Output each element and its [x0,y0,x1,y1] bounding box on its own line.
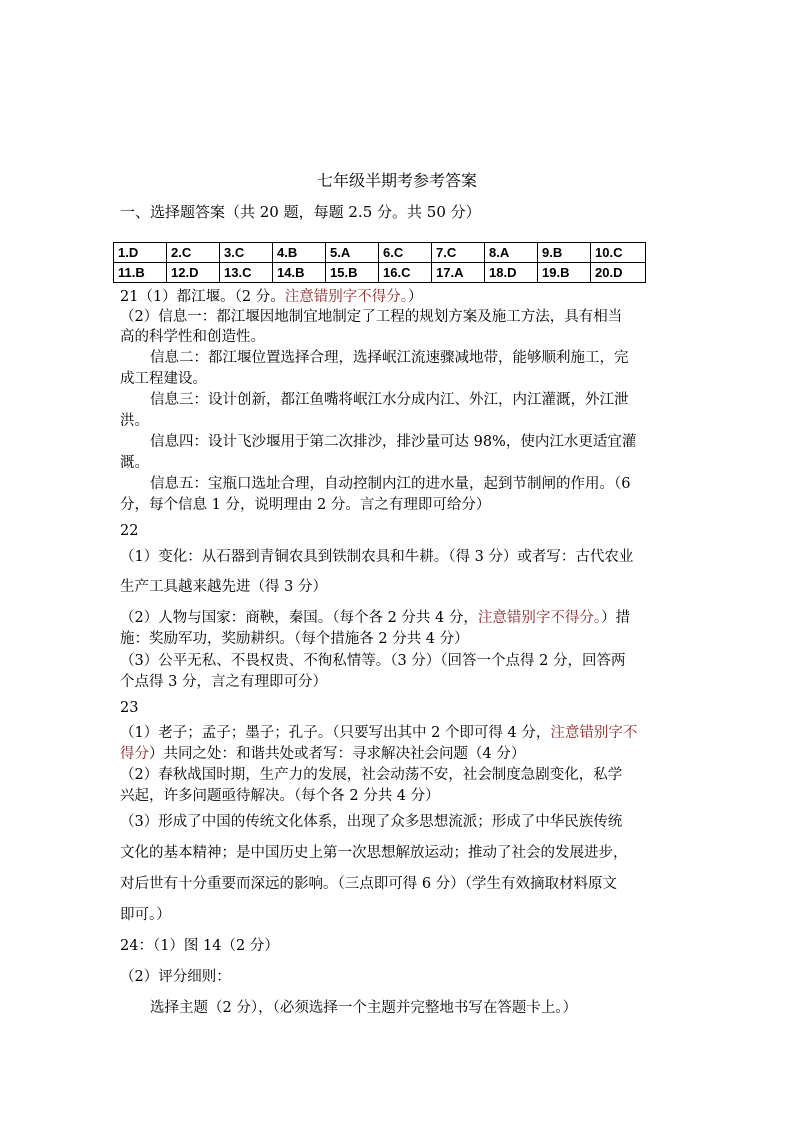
q23-part3-line2: 文化的基本精神；是中国历史上第一次思想解放运动；推动了社会的发展进步， [120,845,628,861]
answer-cell: 13.C [220,263,273,283]
answer-cell: 19.B [538,263,591,283]
page-title: 七年级半期考参考答案 [316,171,477,190]
answer-cell: 15.B [326,263,379,283]
q24-part3: 选择主题（2 分），（必须选择一个主题并完整地书写在答题卡上。） [150,1000,578,1016]
q23-number: 23 [120,700,139,716]
answer-cell: 16.C [379,263,432,283]
answer-cell: 3.C [220,243,273,263]
q22-number: 22 [120,523,139,539]
answer-cell: 18.D [485,263,538,283]
answer-cell: 6.C [379,243,432,263]
answer-cell: 2.C [167,243,220,263]
answer-cell: 12.D [167,263,220,283]
answer-cell: 11.B [114,263,167,283]
q23-part3-line3: 对后世有十分重要而深远的影响。（三点即可得 6 分）（学生有效摘取材料原文 [120,876,617,892]
q23-part1-line2: 得分）共同之处：和谐共处或者写：寻求解决社会问题（4 分） [120,746,526,762]
q21-part2-line1: （2）信息一：都江堰因地制宜地制定了工程的规划方案及施工方法，具有相当 [120,309,623,325]
q24-part2: （2）评分细则： [120,969,231,985]
q23-part2-line1: （2）春秋战国时期，生产力的发展，社会动荡不安，社会制度急剧变化，私学 [120,767,623,783]
q21-info4-line1: 信息四：设计飞沙堰用于第二次排沙，排沙量可达 98%，使内江水更适宜灌 [150,434,637,450]
q21-info5-line1: 信息五：宝瓶口选址合理，自动控制内江的进水量，起到节制闸的作用。（6 [150,476,631,492]
answer-cell: 4.B [273,243,326,263]
q22-part2-line1: （2）人物与国家：商鞅，秦国。（每个各 2 分共 4 分，注意错别字不得分。）措 [120,610,631,626]
q21-info3-line2: 洪。 [120,413,149,429]
q21-part2-line2: 高的科学性和创造性。 [120,329,265,345]
answer-cell: 9.B [538,243,591,263]
q21-info3-line1: 信息三：设计创新，都江鱼嘴将岷江水分成内江、外江，内江灌溉，外江泄 [150,392,629,408]
answer-cell: 7.C [432,243,485,263]
answer-cell: 1.D [114,243,167,263]
typo-warning: 注意错别字不得分。 [284,289,409,305]
answer-row [114,243,646,263]
typo-warning: 注意错别字不得分。 [477,610,602,626]
answer-cell: 20.D [591,263,646,283]
q21-info2-line2: 成工程建设。 [120,371,207,387]
q22-part2-line2: 施：奖励军功，奖励耕织。（每个措施各 2 分共 4 分） [120,631,469,647]
answer-cell: 17.A [432,263,485,283]
q21-info2-line1: 信息二：都江堰位置选择合理，选择岷江流速骤减地带，能够顺利施工，完 [150,350,629,366]
q24-part1: 24：（1）图 14（2 分） [120,938,279,954]
q22-part3-line2: 个点得 3 分，言之有理即可分） [120,674,327,690]
answer-table [113,242,646,283]
q22-part1-line2: 生产工具越来越先进（得 3 分） [120,579,327,595]
q21-info5-line2: 分，每个信息 1 分，说明理由 2 分。言之有理即可给分） [120,497,491,513]
answer-cell: 10.C [591,243,646,263]
q21-part1: 21（1）都江堰。（2 分。注意错别字不得分。） [120,289,423,305]
answer-cell: 5.A [326,243,379,263]
answer-row [114,263,646,283]
q22-part1-line1: （1）变化：从石器到青铜农具到铁制农具和牛耕。（得 3 分）或者写：古代农业 [120,549,634,565]
q22-part3-line1: （3）公平无私、不畏权贵、不徇私情等。（3 分）（回答一个点得 2 分，回答两 [120,653,626,669]
typo-warning: 得分 [120,746,149,762]
section-heading: 一、选择题答案（共 20 题，每题 2.5 分。共 50 分） [120,203,481,221]
q23-part2-line2: 兴起，许多问题亟待解决。（每个各 2 分共 4 分） [120,788,440,804]
q23-part3-line1: （3）形成了中国的传统文化体系，出现了众多思想流派；形成了中华民族传统 [120,814,623,830]
q23-part3-line4: 即可。） [120,907,171,923]
q21-info4-line2: 溉。 [120,455,149,471]
answer-cell: 14.B [273,263,326,283]
q23-part1-line1: （1）老子；孟子；墨子；孔子。（只要写出其中 2 个即可得 4 分，注意错别字不 [120,725,638,741]
answer-cell: 8.A [485,243,538,263]
typo-warning: 注意错别字不 [550,725,638,741]
